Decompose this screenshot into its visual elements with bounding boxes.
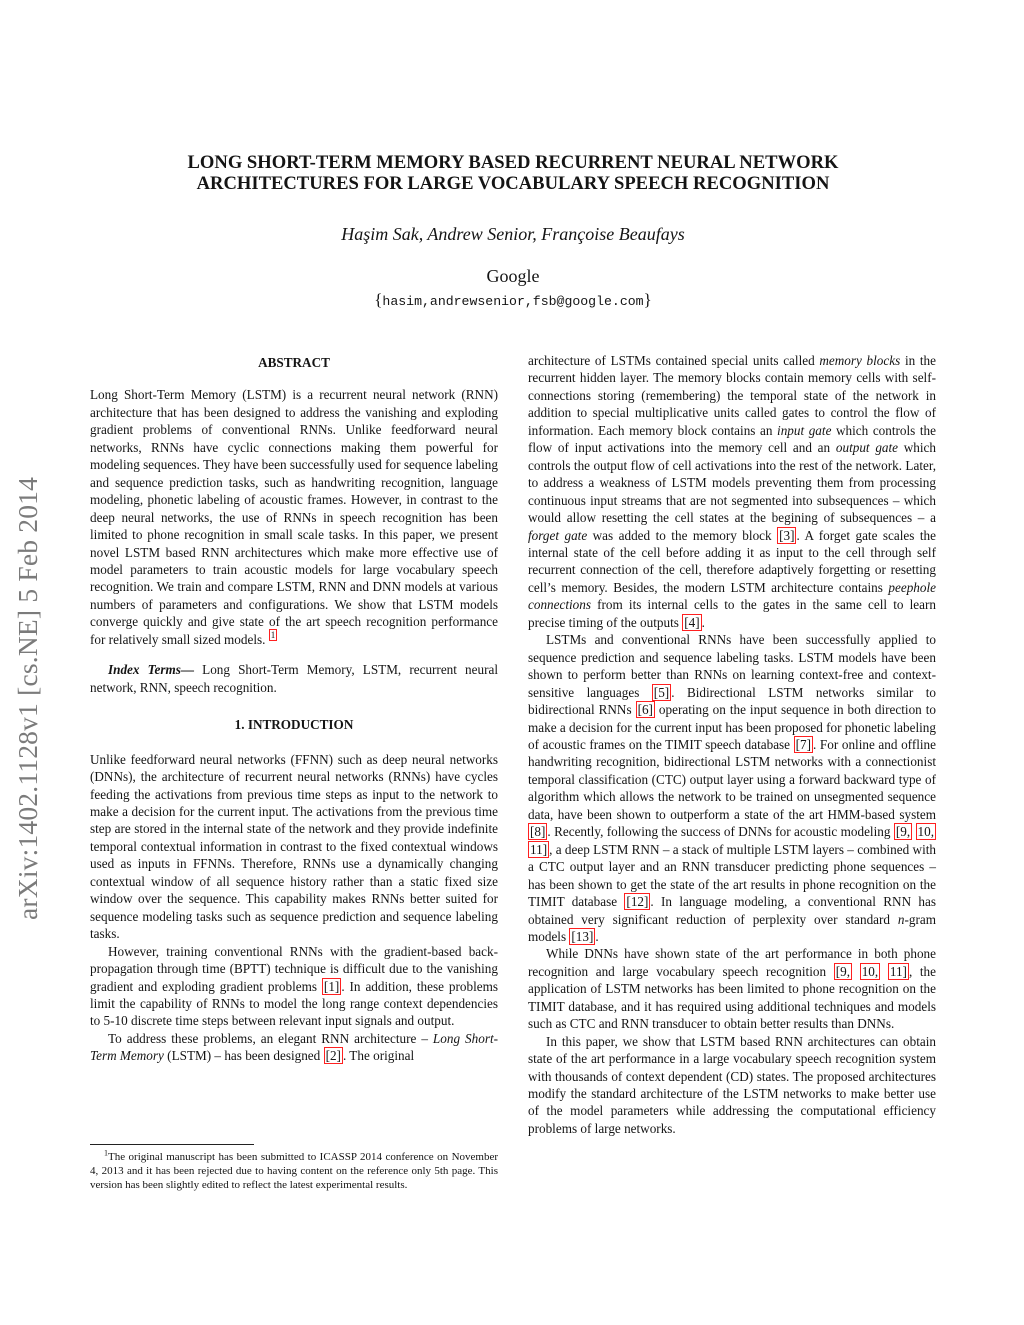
- r2b: . Bidirectional LSTM networks similar to bidirectional RNNs: [528, 684, 936, 718]
- right-paragraph-4: In this paper, we show that LSTM based RNN architectures can obtain state of the art performance in a large vocabulary speech recognition system with thousands of context dependent (CD) states. The proposed architectures modify the standard architecture of the LSTM networks to make better use of the model parameters while addressing the computational efficiency problems of large networks.: [528, 1033, 936, 1136]
- r1a: architecture of LSTMs contained special units called: [528, 353, 820, 368]
- footnote: [90, 1150, 498, 1193]
- citation-3[interactable]: [3]: [779, 527, 795, 543]
- r1-em-peephole: peephole connections: [528, 579, 936, 613]
- r2a: LSTMs and conventional RNNs have been successfully applied to sequence prediction and sequence labeling tasks. LSTM models have been shown to perform better than RNNs on learning context-free and context-sensitive languages: [528, 632, 936, 700]
- intro-p2-b: . In addition, these problems limit the capability of RNNs to model the long range context dependencies to 5-10 discrete time steps between relevant input signals and output.: [90, 978, 498, 1029]
- citation-11[interactable]: 11]: [530, 841, 548, 857]
- affiliation: Google: [486, 266, 540, 286]
- citation-10[interactable]: 10,: [917, 824, 935, 840]
- footnote-mark: 1: [104, 1148, 108, 1158]
- citation-4[interactable]: [4]: [684, 614, 700, 630]
- intro-heading: 1. INTRODUCTION: [234, 717, 354, 733]
- email-brace-open: {: [374, 290, 383, 309]
- r1c: which controls the flow of input activations into the memory cell and an: [528, 422, 936, 456]
- r3a: While DNNs have shown state of the art performance in both phone recognition and large vocabulary speech recognition: [528, 946, 936, 979]
- citation-11b[interactable]: 11]: [889, 963, 907, 979]
- right-paragraph-1: [528, 352, 936, 631]
- footnote-text: The original manuscript has been submitted to ICASSP 2014 conference on November 4, 2013 and it has been rejected due to having content on the reference only 5th page. This version has been slightly edited to reflect the latest experimental results.: [90, 1151, 498, 1192]
- footnote-rule: [90, 1144, 254, 1145]
- citation-12[interactable]: [12]: [626, 894, 649, 910]
- citation-8[interactable]: [8]: [530, 824, 546, 840]
- citation-13[interactable]: [13]: [571, 928, 594, 944]
- r1f: . A forget gate scales the internal state of the cell before adding it as input to the cell through self recurrent connection of the cell, therefore adaptively forgetting or resetting cell’s memory. Besides, the modern LSTM architecture contains: [528, 527, 936, 595]
- citation-6[interactable]: [6]: [637, 702, 653, 718]
- index-terms: [90, 661, 498, 696]
- email-brace-close: }: [643, 290, 652, 309]
- r2h: -gram models: [528, 911, 936, 944]
- email-addresses[interactable]: [120, 290, 906, 310]
- r2d: . For online and offline handwriting recognition, bidirectional LSTM networks with a connectionist temporal classification (CTC) output layer using a forward backward type of algorithm which allows the network to be trained on unsegmented sequence data, have been shown to outperform a state of the art HMM-based system: [528, 736, 936, 822]
- intro-p3-b: (LSTM) – has been designed: [163, 1048, 324, 1064]
- r1-em-forget-gate: forget gate: [528, 527, 588, 543]
- abstract-text: [90, 386, 498, 648]
- r2f: , a deep LSTM RNN – a stack of multiple LSTM layers – combined with a CTC output layer and an RNN transducer predicting phone sequences – has been shown to get the state of the art results in phone recognition on the TIMIT database: [528, 841, 936, 910]
- title-line-1: LONG SHORT-TERM MEMORY BASED RECURRENT NEURAL NETWORK: [187, 152, 839, 173]
- citation-5[interactable]: [5]: [653, 684, 670, 700]
- authors: Haşim Sak, Andrew Senior, Françoise Beaufays: [341, 224, 685, 244]
- r2-em-n: n: [897, 911, 905, 927]
- intro-paragraph-2: [90, 943, 498, 1030]
- citation-7[interactable]: [7]: [795, 736, 812, 752]
- citation-9[interactable]: [9,: [895, 824, 911, 840]
- r2c: operating on the input sequence in both direction to make a decision for the current input has been proposed for phonetic labeling of acoustic frames on the TIMIT speech database: [528, 702, 936, 752]
- abstract-heading: ABSTRACT: [258, 355, 330, 370]
- intro-paragraph-3: [90, 1030, 498, 1065]
- citation-10b[interactable]: 10,: [861, 963, 879, 979]
- r1-em-output-gate: output gate: [835, 440, 899, 456]
- citation-2[interactable]: [2]: [325, 1048, 341, 1064]
- intro-p3-a: To address these problems, an elegant RNN architecture –: [108, 1030, 433, 1046]
- arxiv-identifier[interactable]: arXiv:1402.1128v1 [cs.NE] 5 Feb 2014: [12, 476, 43, 920]
- footnote-link[interactable]: 1: [270, 630, 276, 641]
- intro-p3-c: . The original: [342, 1048, 415, 1064]
- intro-p3-em: Long Short-Term Memory: [90, 1030, 499, 1064]
- citation-1[interactable]: [1]: [323, 978, 340, 994]
- right-paragraph-2: [528, 631, 936, 945]
- r1-em-input-gate: input gate: [777, 422, 832, 438]
- r2i: .: [595, 928, 599, 944]
- right-column: [528, 352, 936, 1137]
- r1d: which controls the output flow of cell activations into the rest of the network. Later, to address a weakness of LSTM models preventing them from processing continuous input streams that are not segmented into subsequences – which would allow resetting the cell states at the begining of subsequences – a: [528, 440, 936, 526]
- r1h: .: [701, 614, 705, 630]
- abstract-body: Long Short-Term Memory (LSTM) is a recurrent neural network (RNN) architecture that has been designed to address the vanishing and exploding gradient problems of conventional RNNs. Unlike feedforward neural networks, RNNs have cyclic connections making them powerful for modeling sequences. They have been successfully used for sequence labeling and sequence prediction tasks, such as handwriting recognition, language modeling, phonetic labeling of acoustic frames. However, in contrast to the deep neural networks, the use of RNNs in speech recognition has been limited to phone recognition in small scale tasks. In this paper, we present novel LSTM based RNN architectures which make more effective use of model parameters to train acoustic models for large vocabulary speech recognition. We train and compare LSTM, RNN and DNN models at various numbers of parameters and configurations. We show that LSTM models converge quickly and give state of the art speech recognition performance for relatively small sized models.: [90, 387, 498, 647]
- index-terms-label: Index Terms—: [108, 662, 195, 678]
- title-line-2: ARCHITECTURES FOR LARGE VOCABULARY SPEECH RECOGNITION: [196, 173, 830, 194]
- r1g: from its internal cells to the gates in the same cell to learn precise timing of the outputs: [528, 597, 936, 630]
- intro-p2-a: However, training conventional RNNs with the gradient-based back-propagation through time (BPTT) technique is difficult due to the vanishing gradient and exploding gradient problems: [90, 943, 498, 994]
- citation-9b[interactable]: [9,: [835, 963, 851, 979]
- r3b: , the application of LSTM networks has been limited to phone recognition on the TIMIT database, and it has required using additional techniques and models such as CTC and RNN transducer to obtain better results than DNNs.: [528, 963, 937, 1032]
- paper-title: [120, 152, 906, 194]
- right-paragraph-3: [528, 945, 936, 1032]
- r1e: was added to the memory block: [587, 527, 778, 543]
- r2e: . Recently, following the success of DNNs for acoustic modeling: [547, 824, 894, 840]
- email-list[interactable]: hasim,andrewsenior,fsb@google.com: [382, 294, 644, 309]
- r2g: . In language modeling, a conventional RNN has obtained very significant reduction of perplexity over standard: [528, 894, 936, 927]
- r1-em-memory-blocks: memory blocks: [819, 353, 901, 368]
- intro-paragraph-1: Unlike feedforward neural networks (FFNN) such as deep neural networks (DNNs), the architecture of recurrent neural networks (RNNs) have cycles feeding the activations from previous time steps as input to the network to make a decision for the current input. The activations from the previous time step are stored in the internal state of the network and they provide indefinite temporal contextual information in contrast to the fixed contextual windows used as inputs in FFNNs. Therefore, RNNs use a dynamically changing contextual window of all sequence history rather than a static fixed size window over the sequence. This capability makes RNNs better suited for sequence modeling tasks such as sequence prediction and sequence labeling tasks.: [90, 751, 498, 942]
- r1b: in the recurrent hidden layer. The memory blocks contain memory cells with self-connections storing (remembering) the temporal state of the network in addition to special multiplicative units called gates to control the flow of information. Each memory block contains an: [528, 353, 937, 438]
- index-terms-text: Long Short-Term Memory, LSTM, recurrent neural network, RNN, speech recognition.: [90, 662, 498, 695]
- left-column: [90, 352, 498, 1065]
